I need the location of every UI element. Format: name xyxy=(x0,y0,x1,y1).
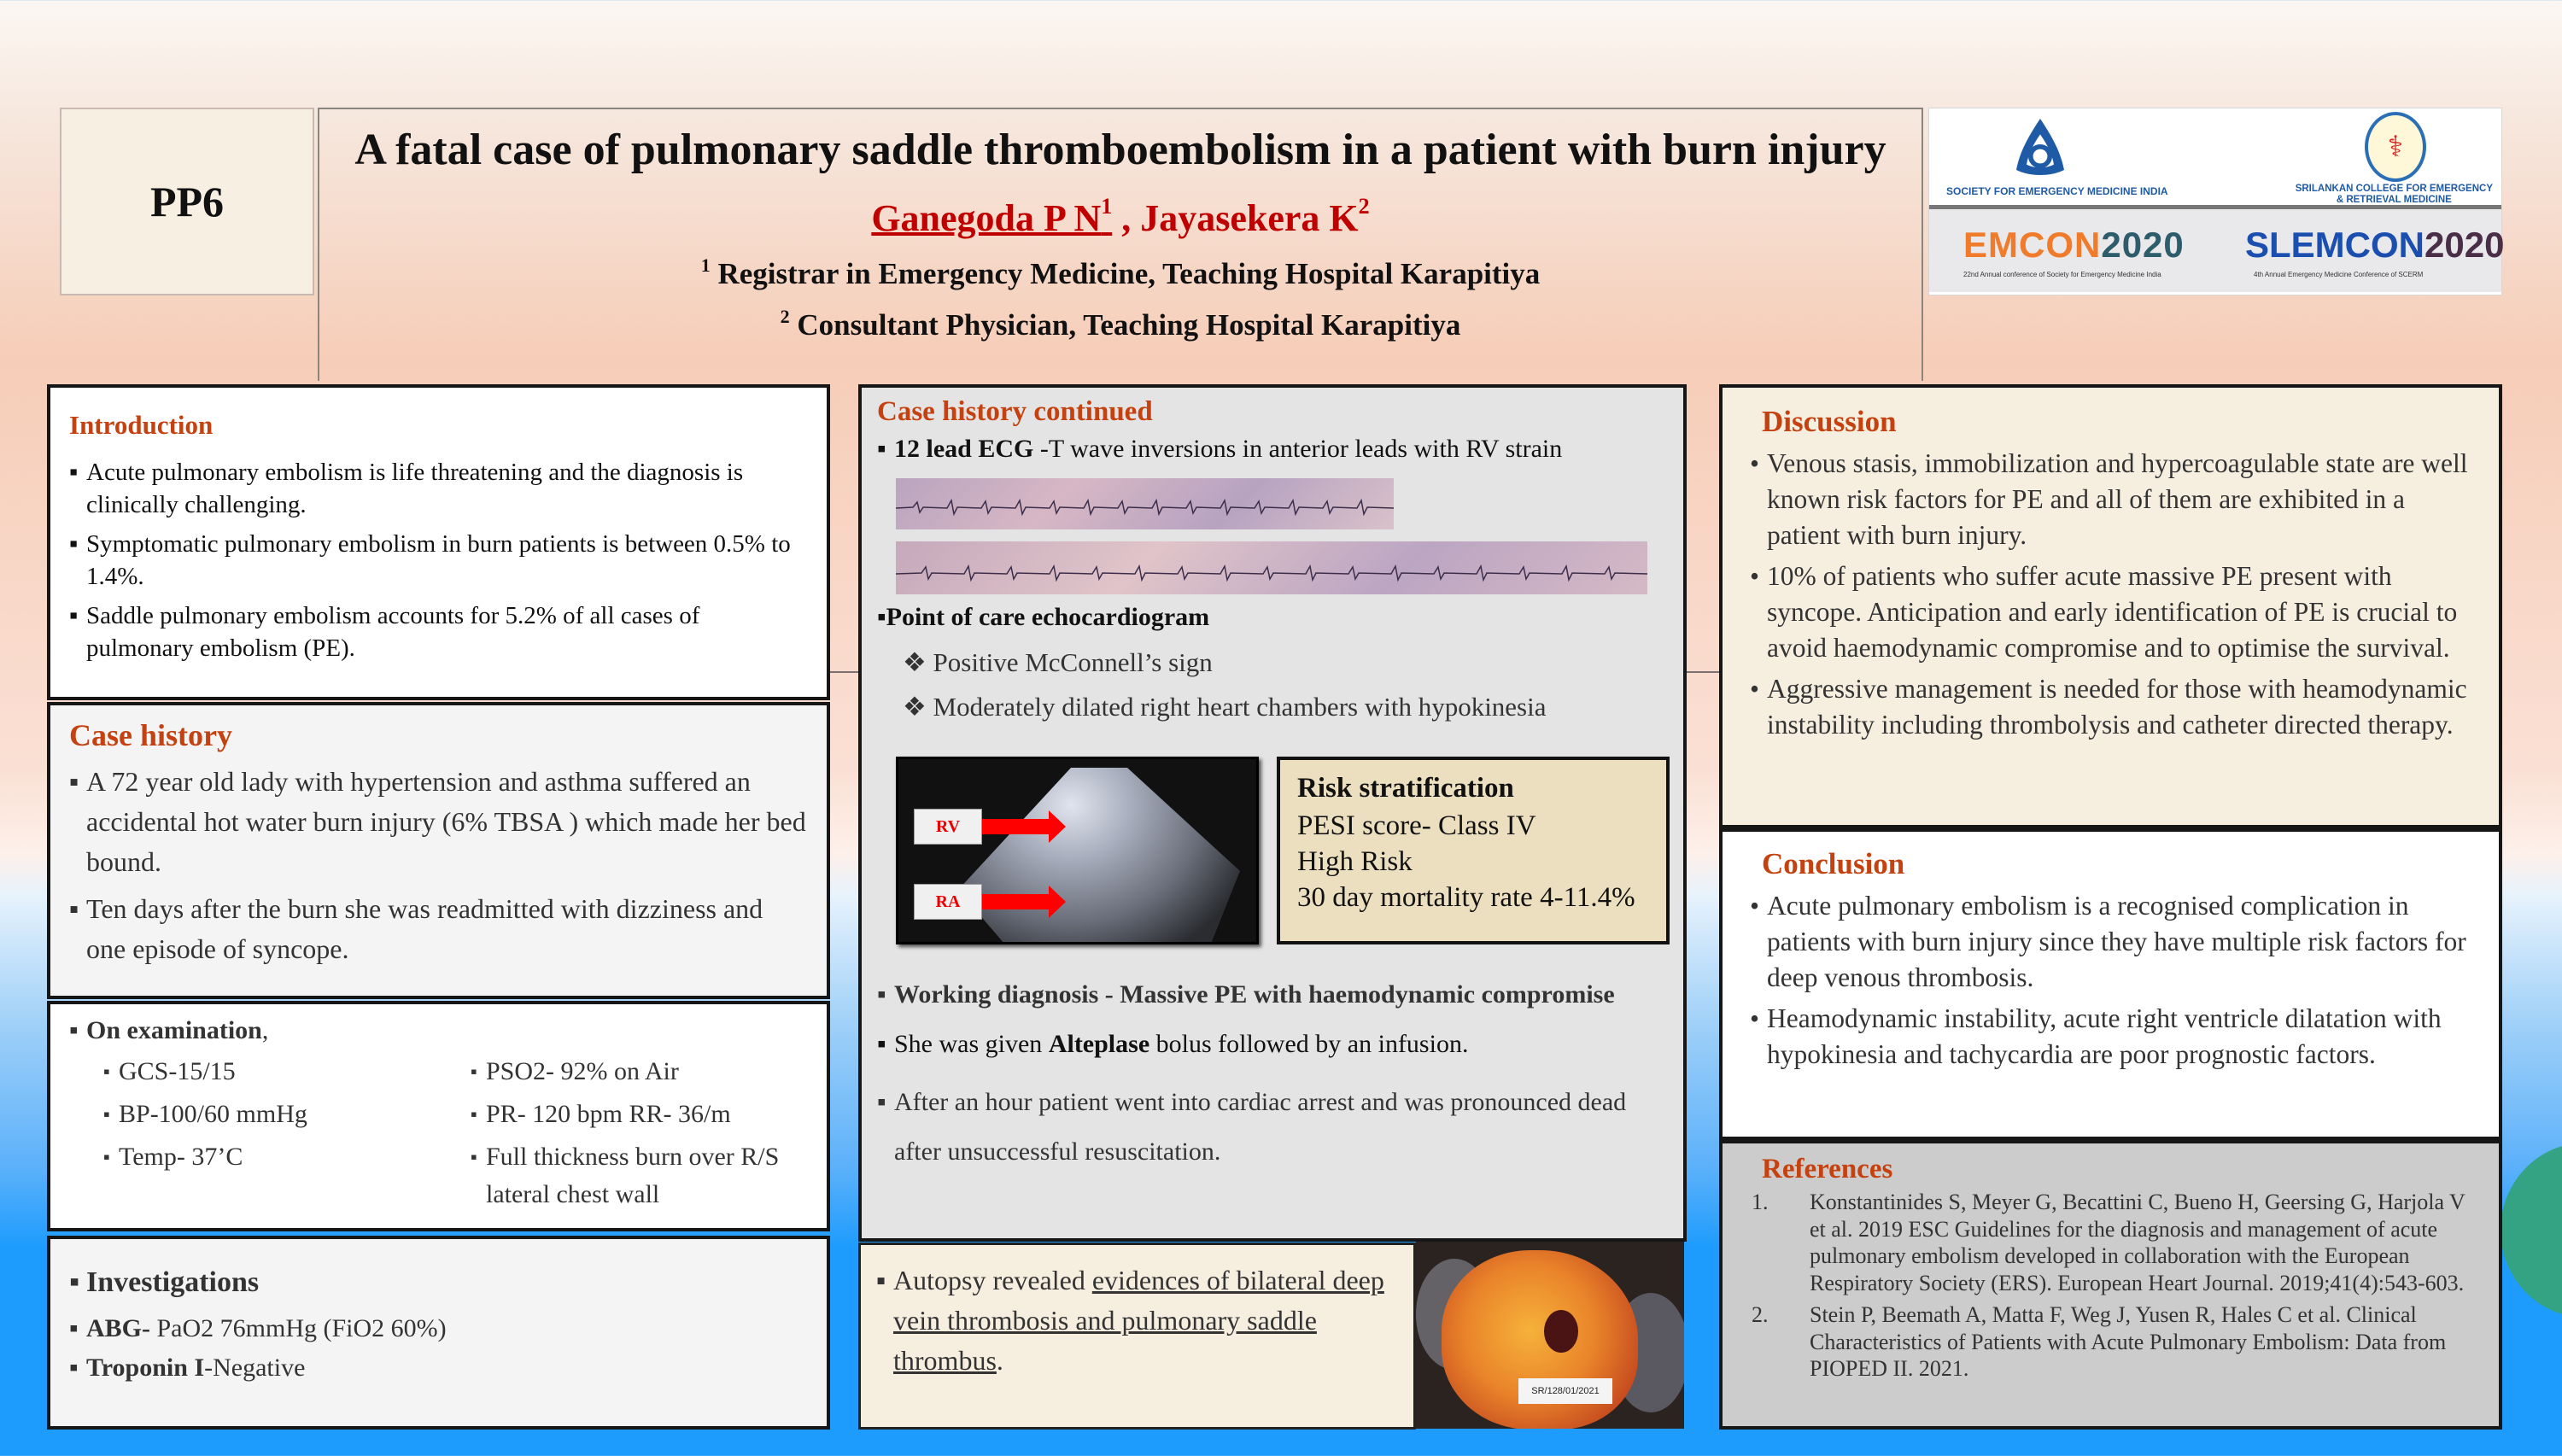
affiliation-1-text: Registrar in Emergency Medicine, Teaching Hospital Karapitiya xyxy=(710,257,1541,290)
author-1-sup: 1 xyxy=(1101,194,1113,219)
discussion-list xyxy=(1741,446,2480,743)
investigations-heading: ▪ Investigations xyxy=(69,1263,808,1302)
introduction-heading: Introduction xyxy=(69,410,214,440)
troponin-value: -Negative xyxy=(204,1354,306,1382)
autopsy-post: . xyxy=(996,1345,1003,1376)
examination-panel xyxy=(47,1001,830,1231)
ecg-finding xyxy=(877,435,1668,464)
given-drug: Alteplase xyxy=(1048,1030,1150,1058)
given-pre: She was given xyxy=(894,1030,1049,1058)
divider-line xyxy=(830,671,858,673)
sem-india-label: SOCIETY FOR EMERGENCY MEDICINE INDIA xyxy=(1946,185,2168,197)
investigations-list xyxy=(69,1263,808,1388)
author-2-sup: 2 xyxy=(1358,194,1370,219)
autopsy-photo xyxy=(1416,1242,1684,1429)
examination-lead-suffix: , xyxy=(261,1016,269,1044)
ra-label: RA xyxy=(914,884,982,920)
finding-burn: ▪ Full thickness burn over R/S lateral chest wall xyxy=(471,1136,846,1213)
abg-label: ABG- xyxy=(86,1314,150,1342)
list-item-troponin xyxy=(69,1348,808,1388)
society-logos xyxy=(1929,108,2501,209)
diamond-bullet-icon: ❖ xyxy=(903,647,933,677)
echo-finding-2-text: Moderately dilated right heart chambers with hypokinesia xyxy=(933,692,1547,722)
autopsy-underlined: evidences of bilateral deep vein thrombosis and pulmonary saddle thrombus xyxy=(893,1265,1384,1376)
echo-finding-1 xyxy=(903,647,1213,678)
reference-text: Konstantinides S, Meyer G, Becattini C, Bueno H, Geersing G, Harjola V et al. 2019 ESC Guidelines for the diagnosis and management of acute pulmonary embolism developed in collaboration with the European Respiratory Society (ERS). European Heart Journal. 2019;41(4):543-603. xyxy=(1810,1190,2465,1295)
slemcon-word: SLEMCON xyxy=(2245,225,2425,265)
list-item: • Venous stasis, immobilization and hypercoagulable state are well known risk factors for PE and all of them are exhibited in a patient with burn injury. xyxy=(1741,446,2480,553)
working-diagnosis: ▪ Working diagnosis - Massive PE with haemodynamic compromise xyxy=(877,977,1663,1013)
echo-finding-2 xyxy=(903,692,1547,722)
conference-logos xyxy=(1928,108,2505,295)
reference-item xyxy=(1741,1301,2480,1383)
ecg-trace-icon xyxy=(896,541,1647,594)
emcon-year: 2020 xyxy=(2101,225,2185,265)
author-separator: , xyxy=(1112,197,1141,239)
emcon-subtitle: 22nd Annual conference of Society for Emergency Medicine India xyxy=(1963,271,2161,278)
echo-fan xyxy=(958,768,1240,944)
troponin-label: Troponin I xyxy=(86,1354,205,1382)
discussion-panel xyxy=(1719,384,2502,828)
alteplase-given xyxy=(877,1026,1663,1062)
autopsy-finding xyxy=(876,1260,1398,1381)
examination-findings xyxy=(103,1050,808,1213)
references-heading: References xyxy=(1762,1154,1893,1184)
risk-mortality: 30 day mortality rate 4-11.4% xyxy=(1297,882,1635,913)
echo-heading: ▪Point of care echocardiogram xyxy=(877,603,1210,631)
scerm-label-line-1: SRILANKAN COLLEGE FOR EMERGENCY xyxy=(2295,184,2493,194)
abg-value: PaO2 76mmHg (FiO2 60%) xyxy=(150,1314,447,1342)
affiliation-2 xyxy=(319,295,1922,347)
decorative-circle xyxy=(2501,1143,2562,1318)
author-1: Ganegoda P N xyxy=(871,197,1102,239)
ra-arrow-icon xyxy=(982,894,1050,909)
finding-temp: ▪ Temp- 37’C xyxy=(103,1136,471,1213)
management-list xyxy=(877,977,1663,1177)
autopsy-pre: Autopsy revealed xyxy=(893,1265,1092,1295)
list-item: ▪ Saddle pulmonary embolism accounts for 5.2% of all cases of pulmonary embolism (PE). xyxy=(69,599,808,664)
specimen-label: SR/128/01/2021 xyxy=(1518,1378,1612,1404)
emcon-word: EMCON xyxy=(1963,225,2102,265)
ecg-strip-image-2 xyxy=(896,541,1647,594)
cardiac-arrest: ▪ After an hour patient went into cardiac arrest and was pronounced dead after unsuccessful resuscitation. xyxy=(877,1078,1663,1177)
list-item: ▪ Symptomatic pulmonary embolism in burn patients is between 0.5% to 1.4%. xyxy=(69,528,808,593)
rv-arrow-icon xyxy=(982,819,1050,834)
reference-number: 2. xyxy=(1752,1302,1769,1327)
examination-lead: On examination xyxy=(86,1016,262,1044)
scerm-label xyxy=(2296,184,2493,206)
affiliation-1 xyxy=(319,244,1922,295)
autopsy-panel xyxy=(858,1243,1416,1430)
ecg-trace-icon xyxy=(896,478,1394,529)
sem-india-logo-icon xyxy=(2006,115,2074,184)
list-item: • Aggressive management is needed for those with heamodynamic instability including thrombolysis and catheter directed therapy. xyxy=(1741,671,2480,743)
saddle-thrombus xyxy=(1544,1310,1578,1353)
scerm-label-line-2: & RETRIEVAL MEDICINE xyxy=(2336,195,2452,205)
ecg-item xyxy=(877,435,1668,464)
reference-text: Stein P, Beemath A, Matta F, Weg J, Yusen R, Hales C et al. Clinical Characteristics of Patients with Acute Pulmonary Embolism: Data from PIOPED II. 2021. xyxy=(1810,1302,2447,1381)
discussion-heading: Discussion xyxy=(1762,405,1897,438)
divider-line xyxy=(1687,671,1719,673)
given-post: bolus followed by an infusion. xyxy=(1149,1030,1469,1058)
finding-spo2: ▪ PSO2- 92% on Air xyxy=(471,1050,846,1093)
investigations-panel xyxy=(47,1236,830,1430)
title-block xyxy=(318,108,1923,381)
rv-label: RV xyxy=(914,809,982,845)
risk-level: High Risk xyxy=(1297,846,1413,877)
conclusion-heading: Conclusion xyxy=(1762,847,1905,880)
list-item: ▪ Ten days after the burn she was readmitted with dizziness and one episode of syncope. xyxy=(69,889,808,969)
list-item: ▪ A 72 year old lady with hypertension and asthma suffered an accidental hot water burn injury (6% TBSA ) which made her bed bound. xyxy=(69,762,808,882)
list-item: ▪ Acute pulmonary embolism is life threatening and the diagnosis is clinically challenging. xyxy=(69,456,808,521)
affiliation-1-sup: 1 xyxy=(700,254,711,276)
ecg-label: 12 lead ECG xyxy=(894,435,1034,463)
risk-stratification-box xyxy=(1277,757,1670,944)
reference-number: 1. xyxy=(1752,1190,1769,1214)
ecg-text: -T wave inversions in anterior leads with RV strain xyxy=(1033,435,1563,463)
list-item: • Heamodynamic instability, acute right ventricle dilatation with hypokinesia and tachycardia are poor prognostic factors. xyxy=(1741,1001,2480,1073)
finding-bp: ▪ BP-100/60 mmHg xyxy=(103,1093,471,1136)
slemcon-year: 2020 xyxy=(2425,225,2505,265)
risk-pesi: PESI score- Class IV xyxy=(1297,810,1536,841)
scerm-seal-icon: ⚕ xyxy=(2365,112,2426,182)
poster-title: A fatal case of pulmonary saddle thromboembolism in a patient with burn injury xyxy=(354,126,1886,174)
slemcon-subtitle: 4th Annual Emergency Medicine Conference of SCERM xyxy=(2254,271,2424,278)
introduction-panel xyxy=(47,384,830,700)
echo-heading-text: Point of care echocardiogram xyxy=(886,603,1210,631)
poster-code: PP6 xyxy=(60,108,314,295)
conference-names xyxy=(1929,209,2505,292)
examination-heading xyxy=(69,1016,808,1045)
autopsy-list xyxy=(876,1260,1398,1381)
risk-heading: Risk stratification xyxy=(1297,773,1514,804)
list-item-abg xyxy=(69,1309,808,1348)
finding-pr-rr: ▪ PR- 120 bpm RR- 36/m xyxy=(471,1093,846,1136)
emcon-logo xyxy=(1963,225,2185,266)
affiliation-2-sup: 2 xyxy=(780,306,790,327)
affiliation-2-text: Consultant Physician, Teaching Hospital Karapitiya xyxy=(789,308,1461,342)
case-continued-heading: Case history continued xyxy=(877,396,1153,427)
conclusion-list xyxy=(1741,888,2480,1073)
case-history-heading: Case history xyxy=(69,718,232,752)
author-2: Jayasekera K xyxy=(1140,197,1359,239)
authors-line xyxy=(319,181,1922,244)
echocardiogram-image xyxy=(896,757,1259,944)
case-history-list xyxy=(69,762,808,969)
ecg-strip-image-1 xyxy=(896,478,1394,529)
echo-finding-1-text: Positive McConnell’s sign xyxy=(933,647,1213,677)
references-list xyxy=(1741,1189,2480,1383)
list-item: • 10% of patients who suffer acute massive PE present with syncope. Anticipation and early identification of PE is crucial to avoid haemodynamic compromise and to optimise the survival. xyxy=(1741,558,2480,666)
list-item: • Acute pulmonary embolism is a recognised complication in patients with burn injury since they have multiple risk factors for deep venous thrombosis. xyxy=(1741,888,2480,996)
conclusion-panel xyxy=(1719,828,2502,1140)
reference-item xyxy=(1741,1189,2480,1296)
introduction-list xyxy=(69,456,808,664)
diamond-bullet-icon: ❖ xyxy=(903,692,933,722)
slemcon-logo xyxy=(2245,225,2504,266)
references-panel xyxy=(1719,1140,2502,1430)
case-history-panel xyxy=(47,702,830,999)
case-continued-panel xyxy=(858,384,1687,1242)
finding-gcs: ▪ GCS-15/15 xyxy=(103,1050,471,1093)
